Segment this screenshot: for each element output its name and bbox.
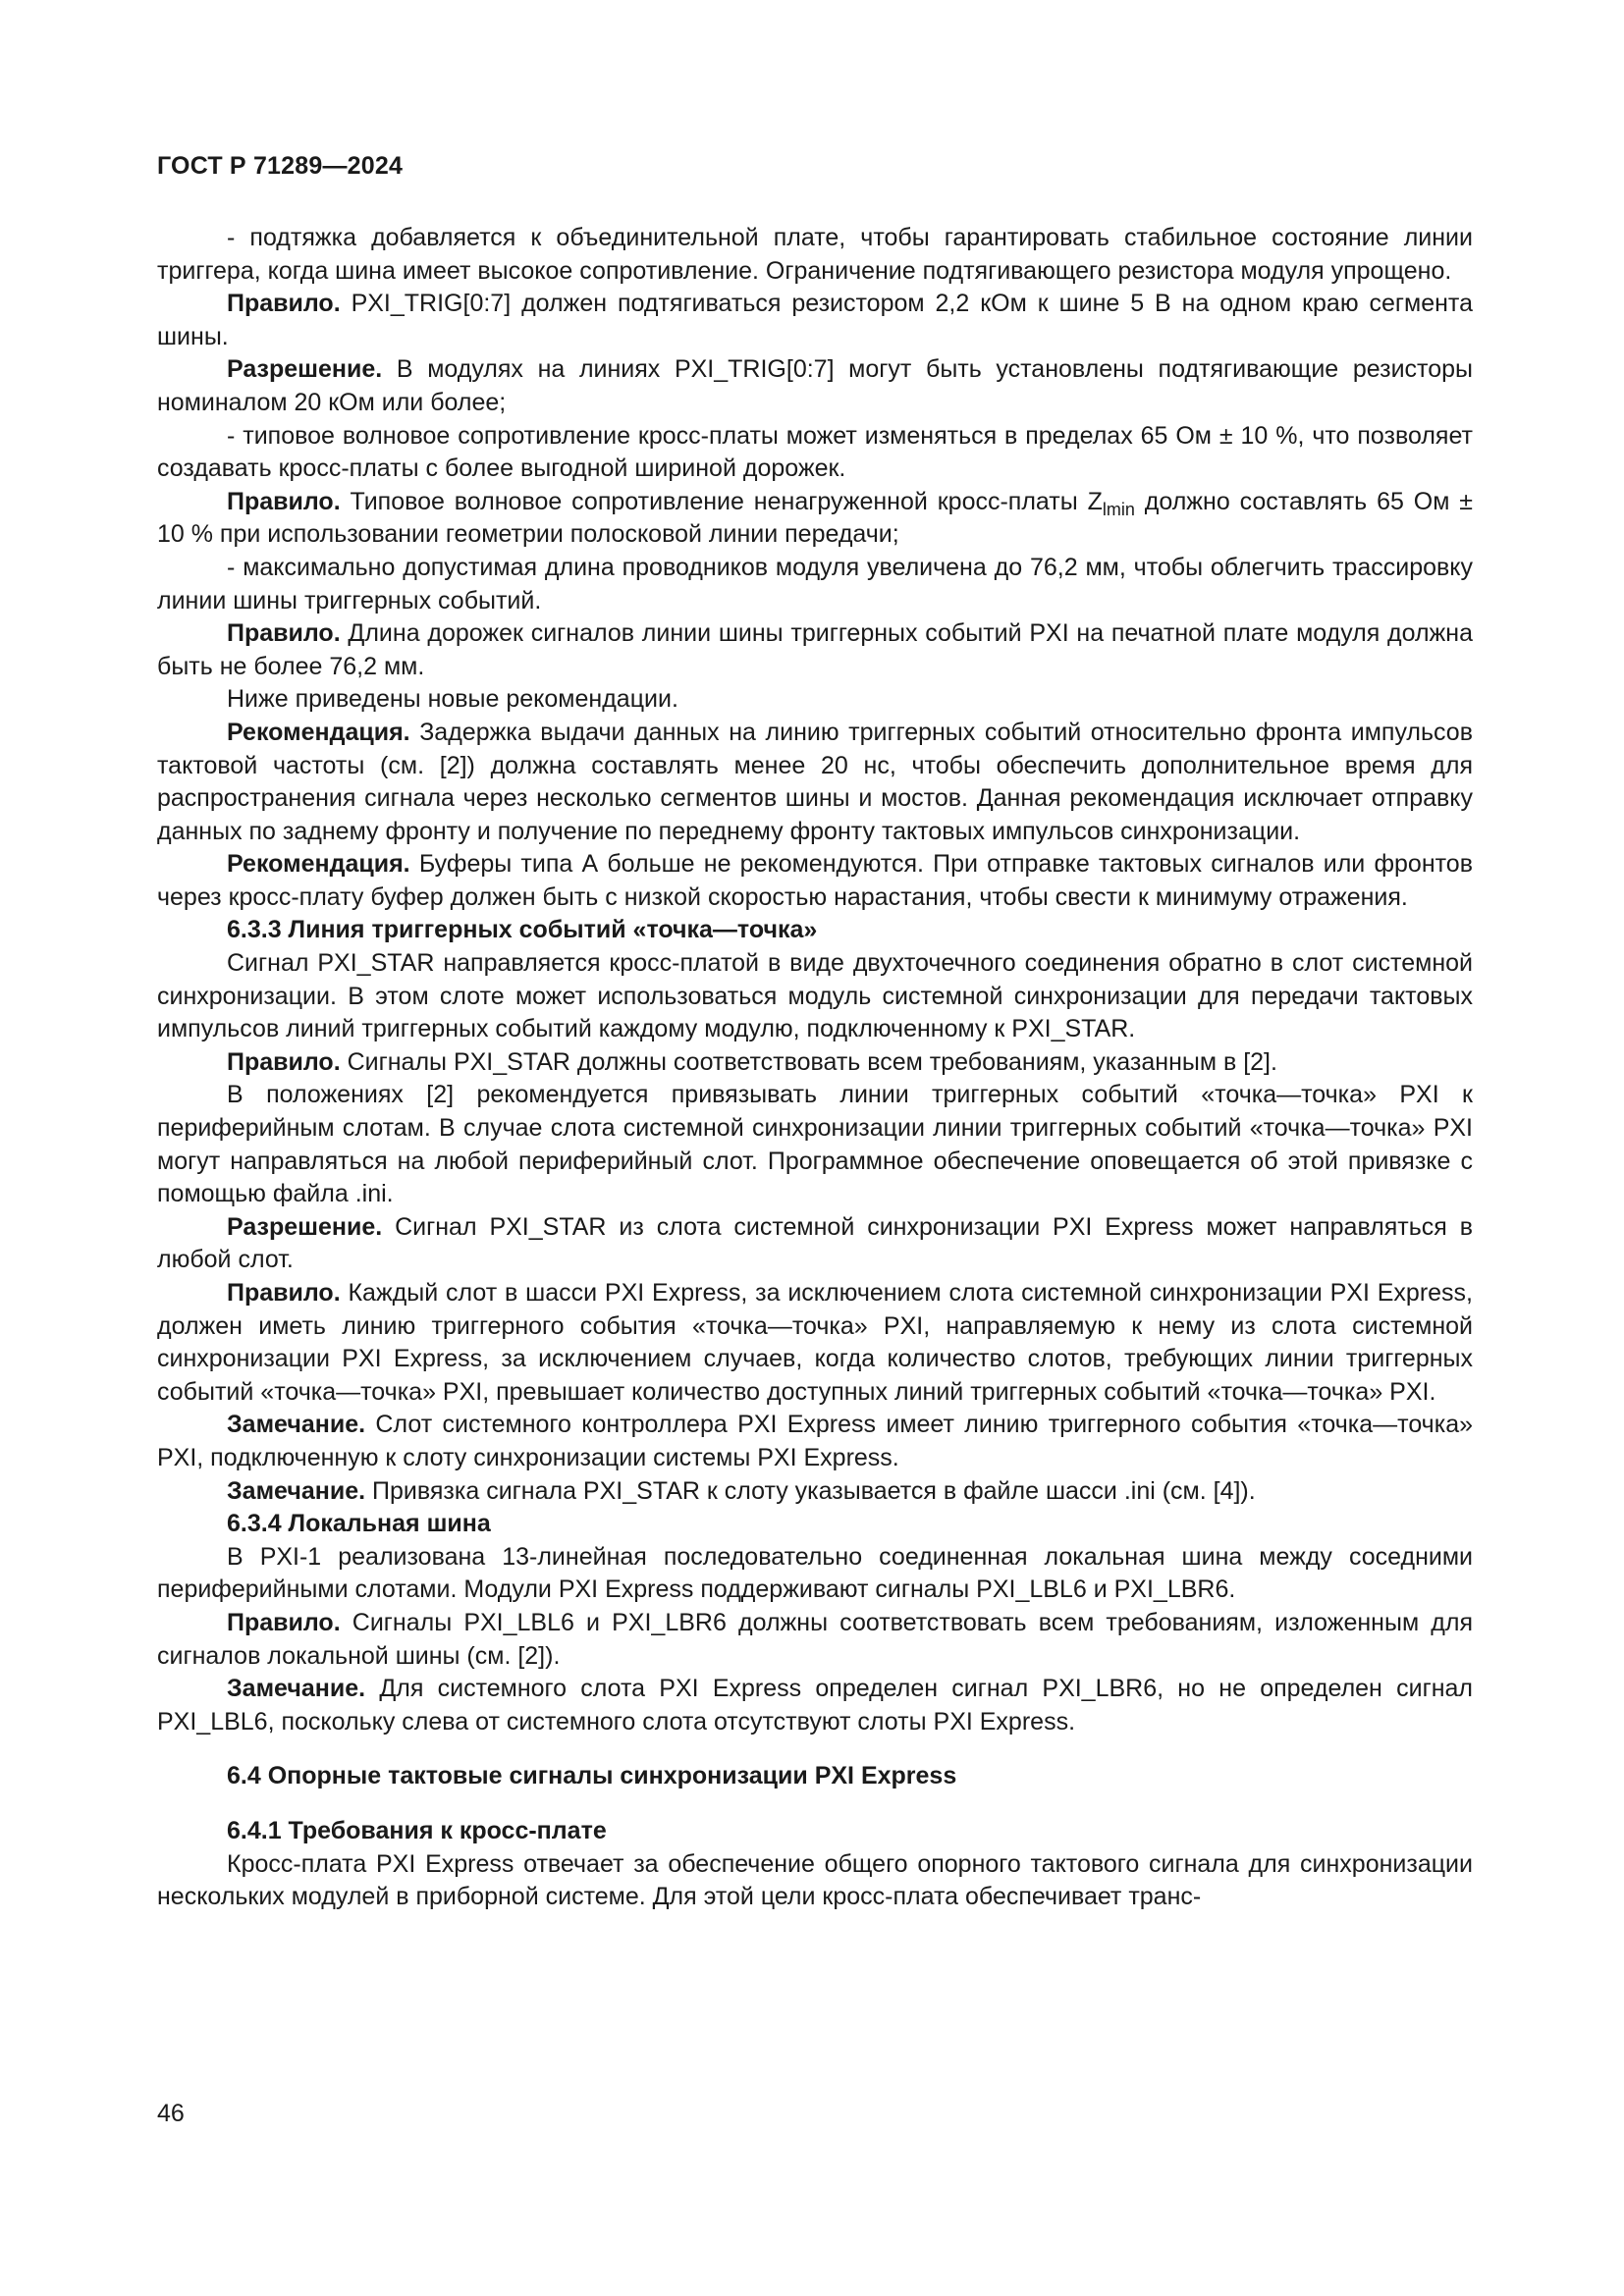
paragraph: - типовое волновое сопротивление кросс-платы может изменяться в пределах 65 Ом ± 10 %, что позволяет создавать кросс-платы с более выгодной шириной дорожек. [157, 421, 1473, 483]
paragraph: Ниже приведены новые рекомендации. [227, 685, 678, 714]
section-heading: 6.3.3 Линия триггерных событий «точка—точка» [227, 916, 818, 944]
section-heading: 6.4 Опорные тактовые сигналы синхронизации PXI Express [227, 1762, 957, 1790]
paragraph: - максимально допустимая длина проводников модуля увеличена до 76,2 мм, чтобы облегчить трассировку линии шины триггерных событий. [157, 553, 1473, 614]
page-number: 46 [157, 2100, 185, 2127]
section-heading: 6.4.1 Требования к кросс-плате [227, 1816, 607, 1844]
paragraph: Разрешение. Сигнал PXI_STAR из слота системной синхронизации PXI Express может направляться в любой слот. [157, 1212, 1473, 1274]
paragraph: Правило. Длина дорожек сигналов линии шины триггерных событий PXI на печатной плате модуля должна быть не более 76,2 мм. [157, 619, 1473, 680]
paragraph: Правило. Типовое волновое сопротивление ненагруженной кросс-платы $Z_{lmin}$ должно составлять 65 Ом ± 10 % при использовании геометрии полосковой линии передачи; [157, 487, 1473, 549]
paragraph: В PXI-1 реализована 13-линейная последовательно соединенная локальная шина между соседними периферийными слотами. Модули PXI Express поддерживают сигналы PXI_LBL6 и PXI_LBR6. [157, 1542, 1473, 1604]
paragraph: Разрешение. В модулях на линиях PXI_TRIG[0:7] могут быть установлены подтягивающие резисторы номиналом 20 кОм или более; [157, 355, 1473, 416]
paragraph: Правило. Каждый слот в шасси PXI Express, за исключением слота системной синхронизации PXI Express, должен иметь линию триггерного события «точка—точка» PXI, направляемую к нему из слота системной синхронизации PXI Express, за исключением случаев, когда количество слотов, требующих линии триггерных событий «точка—точка» PXI, превышает количество доступных линий триггерных событий «точка—точка» PXI. [157, 1279, 1473, 1406]
paragraph: Правило. Сигналы PXI_STAR должны соответствовать всем требованиям, указанным в [2]. [227, 1047, 1277, 1076]
document-header: ГОСТ Р 71289—2024 [157, 152, 404, 180]
paragraph: Замечание. Для системного слота PXI Express определен сигнал PXI_LBR6, но не определен сигнал PXI_LBL6, поскольку слева от системного слота отсутствуют слоты PXI Express. [157, 1675, 1473, 1735]
paragraph: Рекомендация. Задержка выдачи данных на линию триггерных событий относительно фронта импульсов тактовой частоты (см. [2]) должна составлять менее 20 нс, чтобы обеспечить дополнительное время для распространения сигнала через несколько сегментов шины и мостов. Данная рекомендация исключает отправку данных по заднему фронту и получение по переднему фронту тактовых импульсов синхронизации. [157, 718, 1473, 845]
paragraph: Правило. PXI_TRIG[0:7] должен подтягиваться резистором 2,2 кОм к шине 5 В на одном краю сегмента шины. [157, 290, 1473, 350]
paragraph: Замечание. Слот системного контроллера PXI Express имеет линию триггерного события «точка—точка» PXI, подключенную к слоту синхронизации системы PXI Express. [157, 1411, 1473, 1471]
paragraph: Рекомендация. Буферы типа А больше не рекомендуются. При отправке тактовых сигналов или фронтов через кросс-плату буфер должен быть с низкой скоростью нарастания, чтобы свести к минимуму отражения. [157, 850, 1473, 911]
paragraph: Замечание. Привязка сигнала PXI_STAR к слоту указывается в файле шасси .ini (см. [4]). [227, 1476, 1256, 1505]
paragraph: - подтяжка добавляется к объединительной плате, чтобы гарантировать стабильное состояние линии триггера, когда шина имеет высокое сопротивление. Ограничение подтягивающего резистора модуля упрощено. [157, 224, 1473, 285]
page-body [157, 222, 1473, 1914]
paragraph: Кросс-плата PXI Express отвечает за обеспечение общего опорного тактового сигнала для синхронизации нескольких модулей в приборной системе. Для этой цели кросс-плата обеспечивает транс- [157, 1849, 1473, 1911]
paragraph: В положениях [2] рекомендуется привязывать линии триггерных событий «точка—точка» PXI к периферийным слотам. В случае слота системной синхронизации линии триггерных событий «точка—точка» PXI могут направляться на любой периферийный слот. Программное обеспечение оповещается об этой привязке с помощью файла .ini. [157, 1081, 1473, 1208]
paragraph: Сигнал PXI_STAR направляется кросс-платой в виде двухточечного соединения обратно в слот системной синхронизации. В этом слоте может использоваться модуль системной синхронизации для передачи тактовых импульсов линий триггерных событий каждому модулю, подключенному к PXI_STAR. [157, 949, 1473, 1043]
paragraph: Правило. Сигналы PXI_LBL6 и PXI_LBR6 должны соответствовать всем требованиям, изложенным для сигналов локальной шины (см. [2]). [157, 1608, 1473, 1670]
section-heading: 6.3.4 Локальная шина [227, 1510, 491, 1538]
